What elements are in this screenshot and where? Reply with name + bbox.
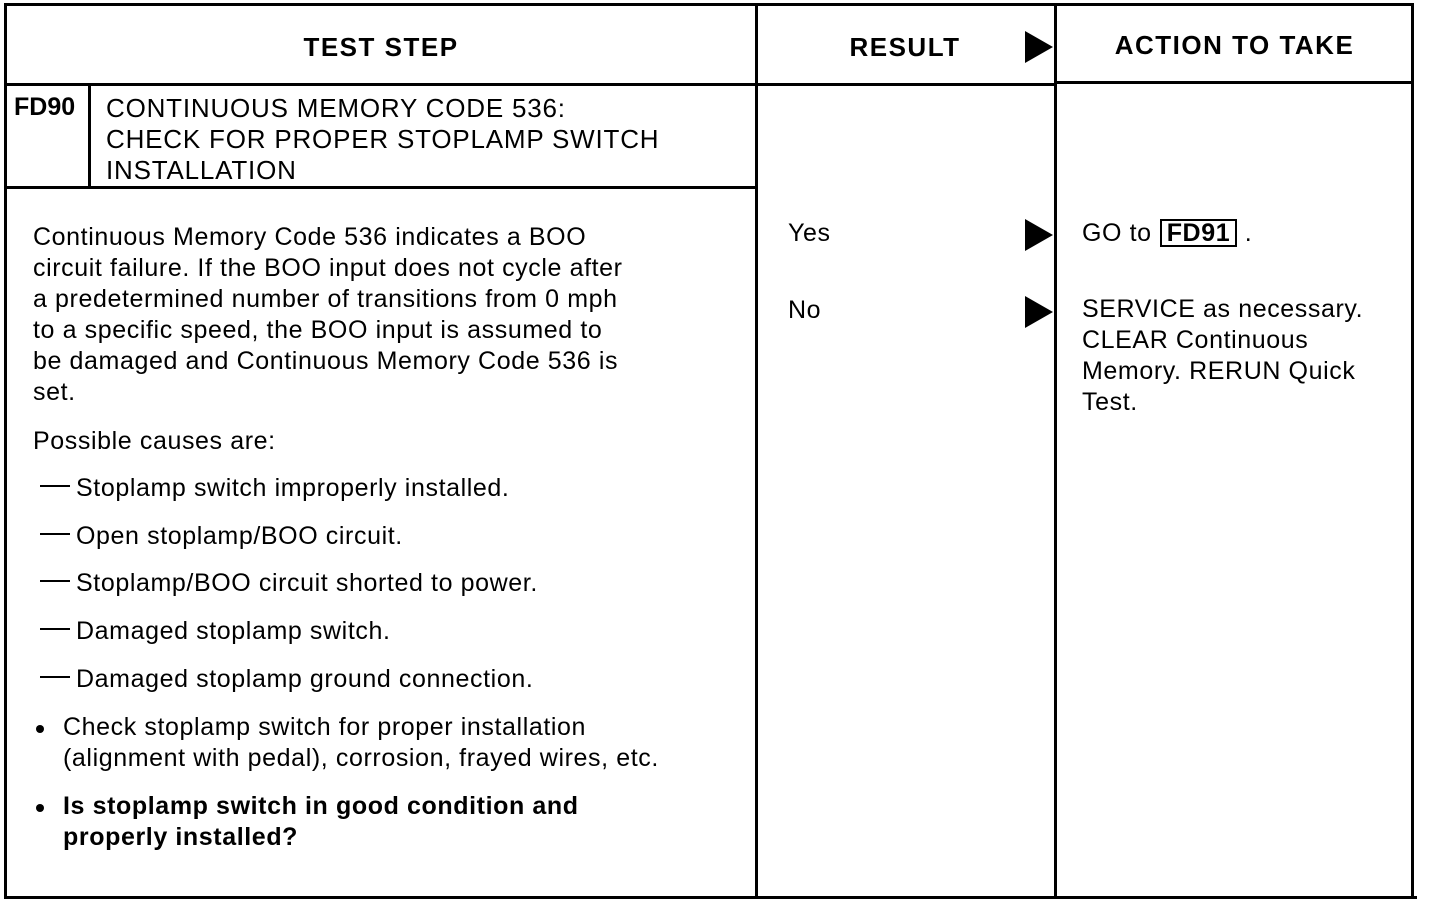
check-line: (alignment with pedal), corrosion, frayed wires, etc. bbox=[63, 744, 659, 772]
step-title bbox=[106, 93, 659, 186]
table-right-border bbox=[1411, 3, 1414, 899]
step-title-line: CHECK FOR PROPER STOPLAMP SWITCH bbox=[106, 124, 660, 154]
action-no-line: Memory. RERUN Quick bbox=[1082, 357, 1356, 385]
cause-item bbox=[40, 522, 403, 551]
action-yes bbox=[1082, 218, 1252, 249]
dash-icon bbox=[40, 580, 70, 582]
action-no-line: SERVICE as necessary. bbox=[1082, 295, 1364, 323]
step-title-line: INSTALLATION bbox=[106, 155, 297, 185]
test-question bbox=[36, 791, 579, 853]
description-line: be damaged and Continuous Memory Code 536 is bbox=[33, 347, 619, 375]
cause-text: Damaged stoplamp ground connection. bbox=[76, 665, 534, 693]
cause-text: Open stoplamp/BOO circuit. bbox=[76, 522, 403, 550]
action-no-line: CLEAR Continuous bbox=[1082, 326, 1309, 354]
bullet-icon bbox=[36, 725, 44, 733]
cause-text: Damaged stoplamp switch. bbox=[76, 617, 391, 645]
header-bottom-border-right bbox=[1056, 81, 1414, 84]
dash-icon bbox=[40, 628, 70, 630]
title-bottom-border bbox=[4, 186, 757, 189]
check-line: Check stoplamp switch for proper installation bbox=[63, 713, 587, 741]
action-yes-prefix: GO to bbox=[1082, 219, 1152, 247]
dash-icon bbox=[40, 485, 70, 487]
dash-icon bbox=[40, 533, 70, 535]
description-line: set. bbox=[33, 378, 76, 406]
yes-arrow-icon bbox=[1025, 219, 1053, 251]
check-instruction bbox=[36, 712, 659, 774]
causes-intro: Possible causes are: bbox=[33, 427, 276, 455]
cause-text: Stoplamp switch improperly installed. bbox=[76, 474, 510, 502]
result-action-divider bbox=[1054, 3, 1057, 899]
bullet-icon bbox=[36, 804, 44, 812]
result-yes: Yes bbox=[788, 219, 831, 247]
description-line: a predetermined number of transitions from 0 mph bbox=[33, 285, 618, 313]
dash-icon bbox=[40, 676, 70, 678]
step-reference-fd91[interactable]: FD91 bbox=[1160, 219, 1238, 247]
header-arrow-icon bbox=[1025, 31, 1053, 63]
table-left-border bbox=[4, 3, 7, 899]
step-result-divider bbox=[755, 3, 758, 899]
description-line: circuit failure. If the BOO input does not cycle after bbox=[33, 254, 623, 282]
step-code: FD90 bbox=[14, 93, 76, 121]
header-result: RESULT bbox=[849, 32, 961, 62]
no-arrow-icon bbox=[1025, 296, 1053, 328]
cause-item bbox=[40, 617, 391, 646]
cause-item bbox=[40, 665, 533, 694]
header-bottom-border-left bbox=[4, 83, 1056, 86]
step-description bbox=[33, 222, 623, 408]
action-no-line: Test. bbox=[1082, 388, 1138, 416]
header-test-step: TEST STEP bbox=[303, 32, 459, 62]
header-action: ACTION TO TAKE bbox=[1114, 30, 1355, 60]
cause-item bbox=[40, 569, 538, 598]
description-line: to a specific speed, the BOO input is assumed to bbox=[33, 316, 603, 344]
cause-item bbox=[40, 474, 509, 503]
step-title-line: CONTINUOUS MEMORY CODE 536: bbox=[106, 93, 566, 123]
table-bottom-border bbox=[4, 896, 1417, 899]
result-no: No bbox=[788, 296, 822, 324]
table-top-border bbox=[4, 3, 1414, 6]
question-line: Is stoplamp switch in good condition and bbox=[63, 792, 579, 820]
action-no bbox=[1082, 294, 1363, 418]
question-line: properly installed? bbox=[63, 823, 299, 851]
action-yes-suffix: . bbox=[1244, 219, 1253, 247]
code-divider bbox=[88, 83, 91, 189]
cause-text: Stoplamp/BOO circuit shorted to power. bbox=[76, 569, 538, 597]
description-line: Continuous Memory Code 536 indicates a BOO bbox=[33, 223, 587, 251]
